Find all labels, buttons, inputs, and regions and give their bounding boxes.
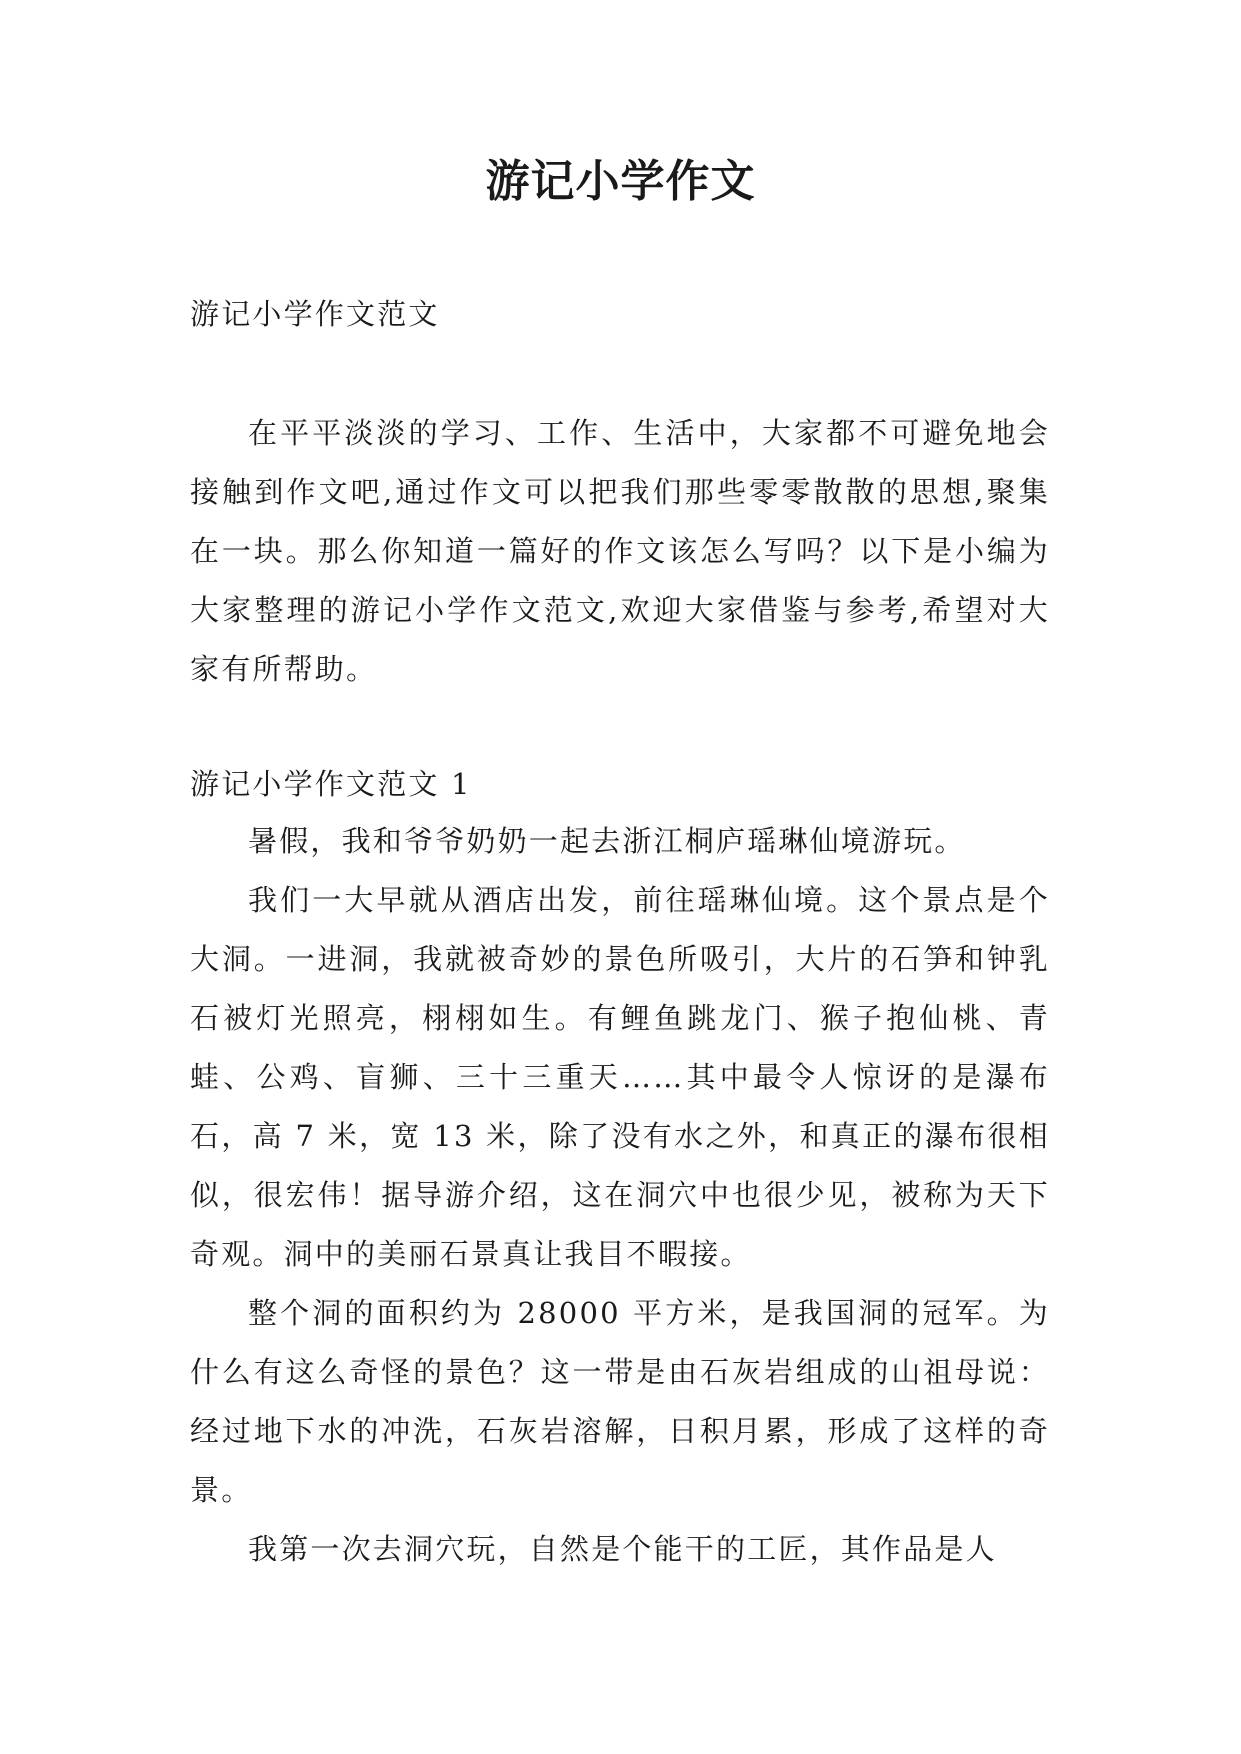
essay-body xyxy=(190,812,1050,1579)
essay-heading: 游记小学作文范文 1 xyxy=(190,767,472,801)
intro-paragraph: 在平平淡淡的学习、工作、生活中，大家都不可避免地会接触到作文吧,通过作文可以把我们那些零零散散的思想,聚集在一块。那么你知道一篇好的作文该怎么写吗？以下是小编为大家整理的游记小学作文范文,欢迎大家借鉴与参考,希望对大家有所帮助。 xyxy=(190,416,1050,686)
essay-paragraph-3: 整个洞的面积约为 28000 平方米，是我国洞的冠军。为什么有这么奇怪的景色？这一带是由石灰岩组成的山祖母说：经过地下水的冲洗，石灰岩溶解，日积月累，形成了这样的奇景。 xyxy=(190,1296,1050,1507)
essay-paragraph-2: 我们一大早就从酒店出发，前往瑶琳仙境。这个景点是个大洞。一进洞，我就被奇妙的景色所吸引，大片的石笋和钟乳石被灯光照亮，栩栩如生。有鲤鱼跳龙门、猴子抱仙桃、青蛙、公鸡、盲狮、三十三重天……其中最令人惊讶的是瀑布石，高 7 米，宽 13 米，除了没有水之外，和真正的瀑布很相似，很宏伟！据导游介绍，这在洞穴中也很少见，被称为天下奇观。洞中的美丽石景真让我目不暇接。 xyxy=(190,883,1050,1271)
essay-paragraph-1: 暑假，我和爷爷奶奶一起去浙江桐庐瑶琳仙境游玩。 xyxy=(248,824,966,858)
essay-paragraph-4: 我第一次去洞穴玩，自然是个能干的工匠，其作品是人 xyxy=(248,1532,997,1566)
document-subtitle: 游记小学作文范文 xyxy=(190,297,440,331)
intro-section xyxy=(190,404,1050,699)
document-title: 游记小学作文 xyxy=(485,156,756,207)
